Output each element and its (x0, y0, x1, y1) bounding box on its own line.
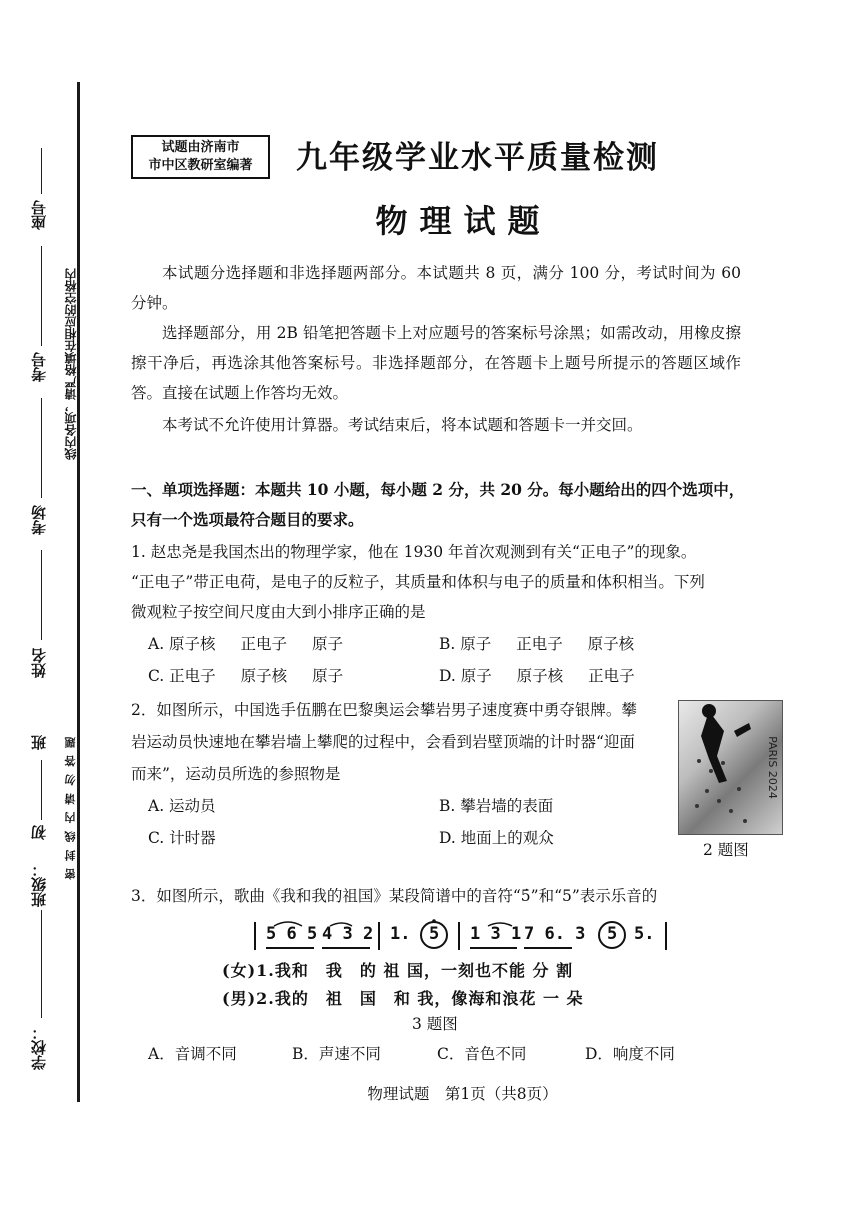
q1-d-part-1: D. 原子 (439, 667, 492, 685)
q1-b-part-1: B. 原子 (439, 635, 492, 653)
intro-paragraph-2: 选择题部分，用 2B 铅笔把答题卡上对应题号的答案标号涂黑；如需改动，用橡皮擦擦干净后，再选涂其他答案标号。非选择题部分，在答题卡上题号所提示的答题区域作答。直接在试题上作答均无效。 (131, 324, 741, 402)
seat-number-field[interactable] (41, 148, 42, 194)
exam-title: 九年级学业水平质量检测 (296, 140, 659, 176)
class-label: 班级： (30, 862, 48, 907)
section-heading-line-2: 只有一个选项最符合题目的要求。 (131, 510, 364, 529)
grade-char: 初 (30, 825, 48, 840)
lyric-line-2: (男)2.我的 祖 国 和 我，像海和浪花 一 朵 (222, 989, 584, 1008)
q1-b-part-2: 正电子 (516, 635, 563, 653)
photo-watermark-text: PARIS 2024 (766, 736, 780, 799)
q2-figure-caption: 2 题图 (703, 841, 749, 859)
q3-line-1: 3．如图所示，歌曲《我和我的祖国》某段简谱中的音符“5̇”和“5”表示乐音的 (131, 887, 658, 905)
page-footer: 物理试题 第1页（共8页） (367, 1085, 558, 1103)
q2-line-3: 而来”，运动员所选的参照物是 (131, 765, 341, 783)
seat-number-label: 座号 (30, 200, 48, 230)
exam-room-field[interactable] (41, 398, 42, 498)
binding-notice: 线内各项，请严格填在相应的空格内 (64, 268, 78, 460)
q1-option-a[interactable] (148, 632, 343, 654)
name-field[interactable] (41, 550, 42, 640)
exam-number-label: 考号 (30, 352, 48, 382)
q1-option-b[interactable] (439, 632, 634, 654)
q1-a-part-1: A. 原子核 (148, 635, 216, 653)
q2-option-c[interactable]: C. 计时器 (148, 829, 216, 847)
notes-group-2: 4 3 2 (322, 924, 374, 944)
q2-option-d[interactable]: D. 地面上的观众 (439, 829, 554, 847)
notes-group-5: 1 3 1 (470, 924, 522, 944)
badge-line-1: 试题由济南市 (161, 140, 240, 155)
notes-group-3: 1. (390, 924, 411, 944)
q2-option-a[interactable]: A. 运动员 (148, 797, 216, 815)
notes-group-7: 5 (607, 924, 618, 944)
q1-line-2: “正电子”带正电荷，是电子的反粒子，其质量和体积与电子的质量和体积相当。下列 (131, 573, 705, 591)
school-field[interactable] (41, 910, 42, 1018)
notes-group-4: 5 (429, 924, 440, 944)
school-label: 学校： (30, 1025, 48, 1070)
q2-line-1: 2．如图所示，中国选手伍鹏在巴黎奥运会攀岩男子速度赛中勇夺银牌。攀 (131, 701, 637, 719)
exam-subtitle: 物理试题 (375, 202, 552, 240)
q1-c-part-2: 原子核 (240, 667, 288, 685)
climbing-photo (678, 700, 783, 835)
q2-line-2: 岩运动员快速地在攀岩墙上攀爬的过程中，会看到岩壁顶端的计时器“迎面 (131, 733, 635, 751)
notes-group-1: 5 6 5 (266, 924, 318, 944)
q3-option-c[interactable]: C．音色不同 (437, 1045, 527, 1063)
q1-a-part-3: 原子 (311, 635, 343, 653)
exam-room-label: 考场 (30, 505, 48, 535)
intro-paragraph-3: 本考试不允许使用计算器。考试结束后，将本试题和答题卡一并交回。 (162, 416, 643, 434)
lyric-line-1: (女)1.我和 我 的 祖 国，一刻也不能 分 割 (222, 961, 574, 980)
q3-option-b[interactable]: B．声速不同 (292, 1045, 381, 1063)
q3-option-a[interactable]: A．音调不同 (148, 1045, 237, 1063)
q1-line-1: 1. 赵忠尧是我国杰出的物理学家，他在 1930 年首次观测到有关“正电子”的现象。 (131, 543, 697, 561)
class-field[interactable] (41, 760, 42, 820)
intro-paragraph-1: 本试题分选择题和非选择题两部分。本试题共 8 页，满分 100 分，考试时间为 60 分钟。 (131, 264, 741, 312)
q1-line-3: 微观粒子按空间尺度由大到小排序正确的是 (131, 603, 426, 621)
badge-line-2: 市中区教研室编著 (148, 158, 253, 173)
seal-line-notice: 密 封 线 内 请 勿 答 题 (64, 735, 77, 880)
notes-group-6: 7 6. 3 (524, 924, 586, 944)
class-char: 班 (30, 735, 48, 750)
q1-c-part-3: 原子 (312, 667, 344, 685)
music-score (252, 918, 672, 954)
name-label: 姓名 (30, 648, 48, 678)
notes-group-8: 5. (634, 924, 655, 944)
q1-d-part-3: 正电子 (588, 667, 635, 685)
q1-option-d[interactable] (439, 664, 635, 686)
q2-option-b[interactable]: B. 攀岩墙的表面 (439, 797, 554, 815)
publisher-badge (131, 135, 270, 179)
exam-number-field[interactable] (41, 246, 42, 346)
q1-d-part-2: 原子核 (516, 667, 564, 685)
q1-c-part-1: C. 正电子 (148, 667, 216, 685)
q1-option-c[interactable] (148, 664, 343, 686)
q1-a-part-2: 正电子 (240, 635, 288, 653)
q3-option-d[interactable]: D．响度不同 (585, 1045, 675, 1063)
section-heading-line-1: 一、单项选择题：本题共 10 小题，每小题 2 分，共 20 分。每小题给出的四个选项中， (131, 480, 745, 499)
q1-b-part-3: 原子核 (587, 635, 635, 653)
q3-figure-caption: 3 题图 (412, 1015, 458, 1033)
